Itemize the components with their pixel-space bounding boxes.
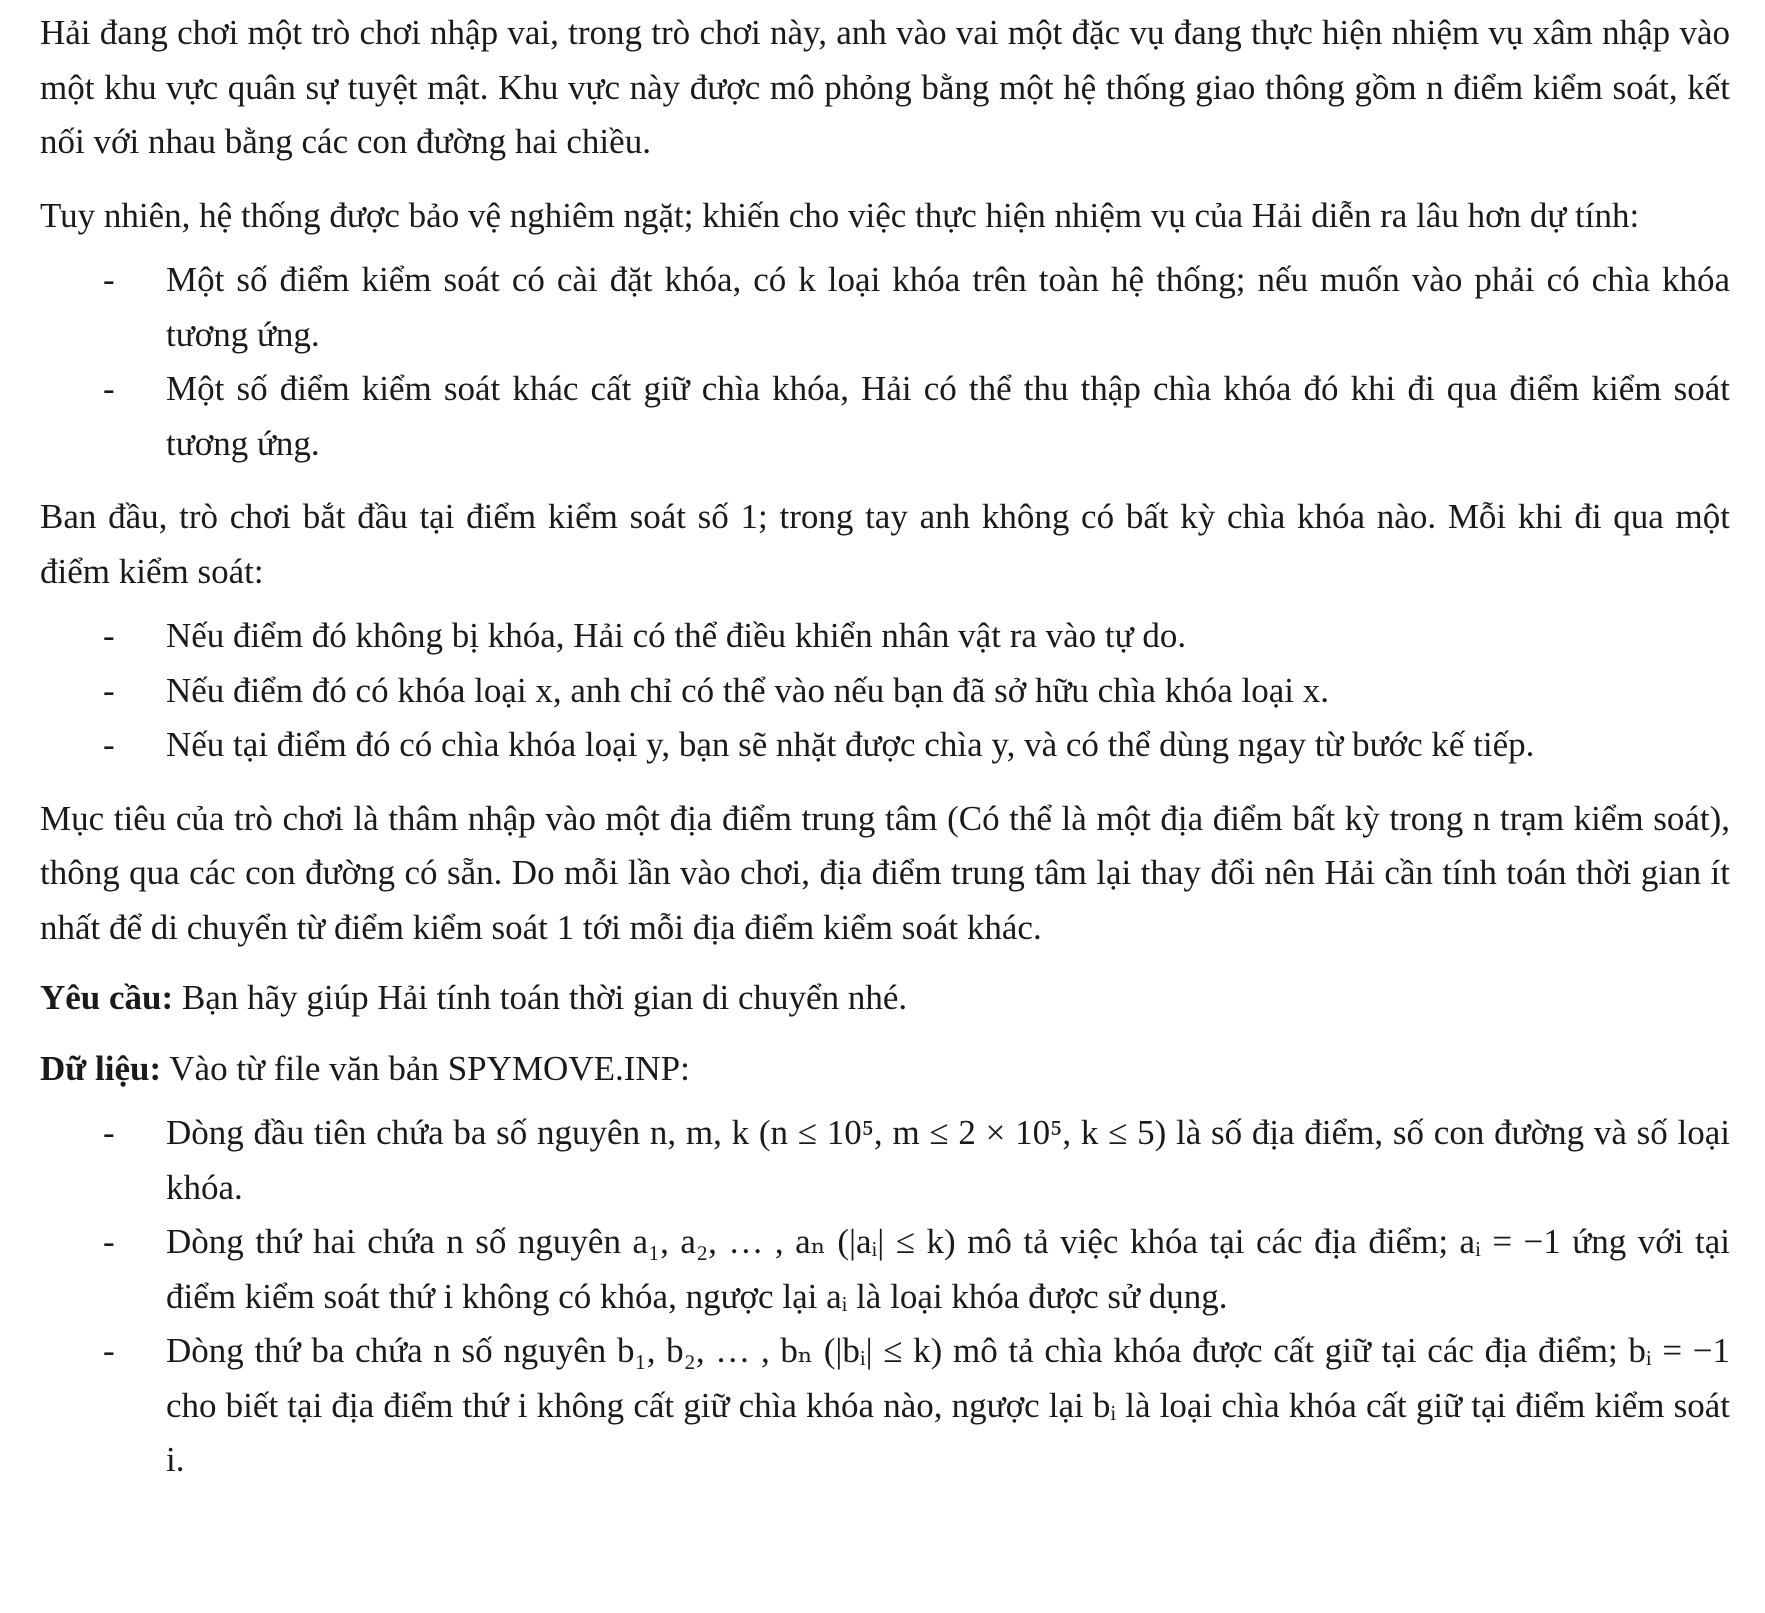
lock-rules-list — [40, 253, 1730, 471]
list-item-text: Nếu điểm đó không bị khóa, Hải có thể điều khiển nhân vật ra vào tự do. — [166, 616, 1187, 655]
bullet-dash: - — [103, 616, 115, 655]
list-item — [40, 1324, 1730, 1488]
requirement-label: Yêu cầu: — [40, 978, 174, 1017]
list-item-text: Một số điểm kiểm soát khác cất giữ chìa khóa, Hải có thể thu thập chìa khóa đó khi đi qua điểm kiểm soát tương ứng. — [166, 369, 1730, 463]
bullet-dash: - — [103, 1331, 115, 1370]
bullet-dash: - — [103, 1113, 115, 1152]
bullet-dash: - — [103, 260, 115, 299]
list-item — [40, 253, 1730, 362]
input-format-list — [40, 1106, 1730, 1488]
start-paragraph: Ban đầu, trò chơi bắt đầu tại điểm kiểm soát số 1; trong tay anh không có bất kỳ chìa khóa nào. Mỗi khi đi qua một điểm kiểm soát: — [40, 497, 1730, 591]
list-item-text: Dòng thứ ba chứa n số nguyên b₁, b₂, … , bₙ (|bᵢ| ≤ k) mô tả chìa khóa được cất giữ tại các địa điểm; bᵢ = −1 cho biết tại địa điểm thứ i không cất giữ chìa khóa nào, ngược lại bᵢ là loại chìa khóa cất giữ tại điểm kiểm soát i. — [166, 1331, 1730, 1479]
constraint-paragraph: Tuy nhiên, hệ thống được bảo vệ nghiêm ngặt; khiến cho việc thực hiện nhiệm vụ của Hải diễn ra lâu hơn dự tính: — [40, 195, 1640, 235]
requirement-text: Bạn hãy giúp Hải tính toán thời gian di chuyển nhé. — [173, 978, 908, 1017]
input-paragraph — [40, 1042, 1730, 1097]
requirement-paragraph — [40, 971, 1730, 1026]
list-item — [40, 1215, 1730, 1324]
goal-paragraph: Mục tiêu của trò chơi là thâm nhập vào một địa điểm trung tâm (Có thể là một địa điểm bất kỳ trong n trạm kiểm soát), thông qua các con đường có sẵn. Do mỗi lần vào chơi, địa điểm trung tâm lại thay đổi nên Hải cần tính toán thời gian ít nhất để di chuyển từ điểm kiểm soát 1 tới mỗi địa điểm kiểm soát khác. — [40, 798, 1730, 947]
list-item-text: Dòng đầu tiên chứa ba số nguyên n, m, k (n ≤ 10⁵, m ≤ 2 × 10⁵, k ≤ 5) là số địa điểm, số con đường và số loại khóa. — [166, 1113, 1730, 1207]
list-item-text: Nếu tại điểm đó có chìa khóa loại y, bạn sẽ nhặt được chìa y, và có thể dùng ngay từ bước kế tiếp. — [166, 725, 1535, 764]
bullet-dash: - — [103, 670, 115, 710]
input-text: Vào từ file văn bản SPYMOVE.INP: — [161, 1048, 690, 1088]
list-item — [40, 718, 1730, 773]
list-item — [40, 362, 1730, 471]
list-item-text: Một số điểm kiểm soát có cài đặt khóa, có k loại khóa trên toàn hệ thống; nếu muốn vào phải có chìa khóa tương ứng. — [166, 260, 1730, 354]
bullet-dash: - — [103, 1222, 115, 1261]
list-item — [40, 664, 1730, 719]
input-label: Dữ liệu: — [40, 1048, 162, 1088]
list-item — [40, 1106, 1730, 1215]
problem-statement — [40, 6, 1730, 1507]
list-item-text: Dòng thứ hai chứa n số nguyên a₁, a₂, … , aₙ (|aᵢ| ≤ k) mô tả việc khóa tại các địa điểm; aᵢ = −1 ứng với tại điểm kiểm soát thứ i không có khóa, ngược lại aᵢ là loại khóa được sử dụng. — [166, 1222, 1730, 1316]
list-item — [40, 609, 1730, 664]
list-item-text: Nếu điểm đó có khóa loại x, anh chỉ có thể vào nếu bạn đã sở hữu chìa khóa loại x. — [166, 670, 1329, 710]
bullet-dash: - — [103, 369, 115, 408]
bullet-dash: - — [103, 725, 115, 764]
intro-paragraph: Hải đang chơi một trò chơi nhập vai, trong trò chơi này, anh vào vai một đặc vụ đang thực hiện nhiệm vụ xâm nhập vào một khu vực quân sự tuyệt mật. Khu vực này được mô phỏng bằng một hệ thống giao thông gồm n điểm kiểm soát, kết nối với nhau bằng các con đường hai chiều. — [40, 13, 1730, 161]
movement-rules-list — [40, 609, 1730, 773]
